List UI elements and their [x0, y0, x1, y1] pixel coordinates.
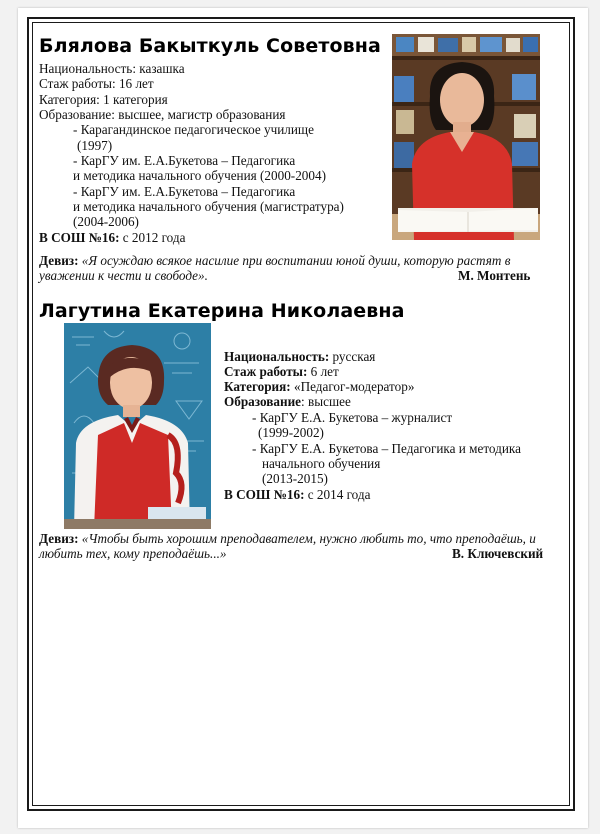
person2-nationality: [224, 349, 375, 364]
person1-edu-item: (1997): [77, 138, 113, 153]
person2-experience-label: Стаж работы:: [224, 364, 308, 379]
person2-motto-text: «Чтобы быть хорошим преподавателем, нужно любить то, что преподаёшь, и любить тех, кому преподаёшь...»: [39, 531, 536, 561]
person2-edu-item: - КарГУ Е.А. Букетова – журналист: [252, 410, 453, 425]
person1-motto-label: Девиз:: [39, 253, 79, 268]
person2-edu-item: начального обучения: [262, 456, 381, 471]
person2-category-value: «Педагог-модератор»: [290, 379, 415, 394]
person2-edu-item: (1999-2002): [258, 425, 324, 440]
person1-edu-item: и методика начального обучения (магистратура): [73, 199, 344, 214]
person2-school: [224, 487, 370, 502]
person2-experience-value: 6 лет: [307, 364, 339, 379]
person2-education-value: : высшее: [301, 394, 351, 409]
person1-edu-item: - КарГУ им. Е.А.Букетова – Педагогика: [73, 184, 296, 199]
person2-motto-label: Девиз:: [39, 531, 79, 546]
person1-category: Категория: 1 категория: [39, 92, 168, 107]
person1-school-label: В СОШ №16:: [39, 230, 120, 245]
person1-motto-text: «Я осуждаю всякое насилие при воспитании юной души, которую растят в уважении к чести и свободе».: [39, 253, 511, 283]
person2-category: [224, 379, 414, 394]
person2-portrait-image: [64, 323, 211, 529]
person2-name: Лагутина Екатерина Николаевна: [39, 300, 405, 322]
person1-nationality: Национальность: казашка: [39, 61, 185, 76]
person2-experience: [224, 364, 339, 379]
person1-experience: Стаж работы: 16 лет: [39, 76, 154, 91]
person2-nationality-label: Национальность:: [224, 349, 330, 364]
person1-edu-item: (2004-2006): [73, 214, 139, 229]
person1-school: [39, 230, 185, 245]
person2-education: [224, 394, 351, 409]
person2-photo: [64, 323, 211, 529]
person2-school-value: с 2014 года: [304, 487, 371, 502]
person2-category-label: Категория:: [224, 379, 291, 394]
person2-edu-item: (2013-2015): [262, 471, 328, 486]
person2-school-label: В СОШ №16:: [224, 487, 305, 502]
person1-edu-item: - Карагандинское педагогическое училище: [73, 122, 314, 137]
person1-edu-item: и методика начального обучения (2000-2004): [73, 168, 326, 183]
person1-edu-item: - КарГУ им. Е.А.Букетова – Педагогика: [73, 153, 296, 168]
person1-photo: [392, 34, 540, 240]
person1-portrait-image: [392, 34, 540, 240]
person1-school-value: с 2012 года: [119, 230, 186, 245]
person1-education: Образование: высшее, магистр образования: [39, 107, 286, 122]
person2-edu-item: - КарГУ Е.А. Букетова – Педагогика и методика: [252, 441, 521, 456]
person2-education-label: Образование: [224, 394, 302, 409]
person1-motto-author: М. Монтень: [458, 268, 531, 283]
person2-motto-author: В. Ключевский: [452, 546, 544, 561]
person2-nationality-value: русская: [329, 349, 376, 364]
person1-name: Блялова Бакыткуль Советовна: [39, 35, 381, 57]
